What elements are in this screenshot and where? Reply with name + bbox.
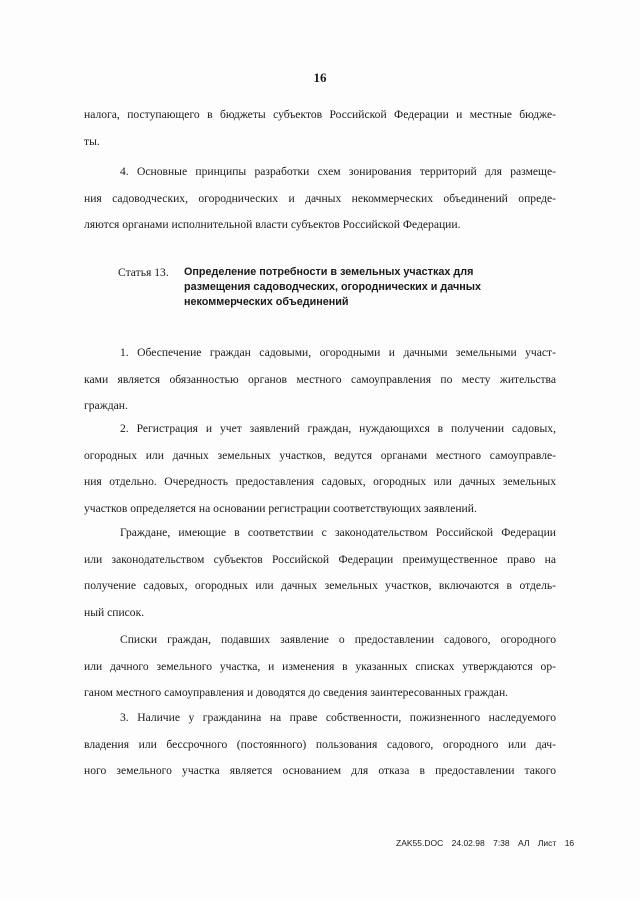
page-number: 16 [313,70,327,85]
article-13-heading [118,265,558,310]
document-footer [396,838,580,848]
article-title [184,265,554,310]
footer-sheet-label: Лист [537,838,557,848]
text-line: 2. Регистрация и учет заявлений граждан, нуждающихся в получении садовых, [120,422,556,435]
text-line: ты. [84,134,100,148]
footer-sheet-number: 16 [564,838,575,848]
text-line: ного земельного участка является основанием для отказа в предоставлении такого [84,764,556,778]
text-line: Списки граждан, подавших заявление о предоставлении садового, огородного [120,633,556,646]
text-line: ный список. [84,605,145,619]
text-line: Граждане, имеющие в соответствии с законодательством Российской Федерации [120,526,556,539]
paragraph-lists [84,627,556,707]
text-line: огородных или дачных земельных участков, ведутся органами местного самоуправле- [84,448,556,462]
footer-initials: АЛ [518,838,530,848]
article-paragraph-2 [84,416,556,522]
text-line: участков определяется на основании регистрации соответствующих заявлений. [84,501,477,515]
text-line: или законодательством субъектов Российской Федерации преимущественное право на [84,552,556,566]
footer-time: 7:38 [493,838,510,848]
paragraph-preferential-rights [84,520,556,626]
text-line: владения или бессрочного (постоянного) пользования садового, огородного или дач- [84,737,556,751]
text-line: 1. Обеспечение граждан садовыми, огородными и дачными земельными участ- [120,346,556,359]
text-line: ния отдельно. Очередность предоставления садовых, огородных или дачных земельных [84,475,556,489]
text-line: получение садовых, огородных или дачных земельных участков, включаются в отдель- [84,579,556,593]
article-title-line: размещения садоводческих, огороднических и дачных [184,281,481,293]
text-line: ния садоводческих, огороднических и дачных некоммерческих объединений опреде- [84,191,556,205]
footer-filename: ZAK55.DOC [396,838,444,848]
paragraph-4 [84,159,556,239]
text-line: 4. Основные принципы разработки схем зонирования территорий для размеще- [120,165,556,178]
article-paragraph-1 [84,340,556,420]
text-line: налога, поступающего в бюджеты субъектов Российской Федерации и местные бюдже- [84,108,556,121]
article-title-line: Определение потребности в земельных участках для [184,266,474,278]
paragraph-tax-continuation [84,102,556,155]
text-line: или дачного земельного участка, и изменения в указанных списках утверждаются ор- [84,659,556,673]
article-paragraph-3 [84,705,556,785]
footer-date: 24.02.98 [451,838,485,848]
article-label: Статья 13. [118,266,169,279]
text-line: ками является обязанностью органов местного самоуправления по месту жительства [84,372,556,386]
text-line: ганом местного самоуправления и доводятся до сведения заинтересованных граждан. [84,686,509,700]
article-title-line: некоммерческих объединений [184,296,349,308]
text-line: 3. Наличие у гражданина на праве собственности, пожизненного наследуемого [120,711,556,724]
text-line: ляются органами исполнительной власти субъектов Российской Федерации. [84,218,461,232]
text-line: граждан. [84,399,128,413]
